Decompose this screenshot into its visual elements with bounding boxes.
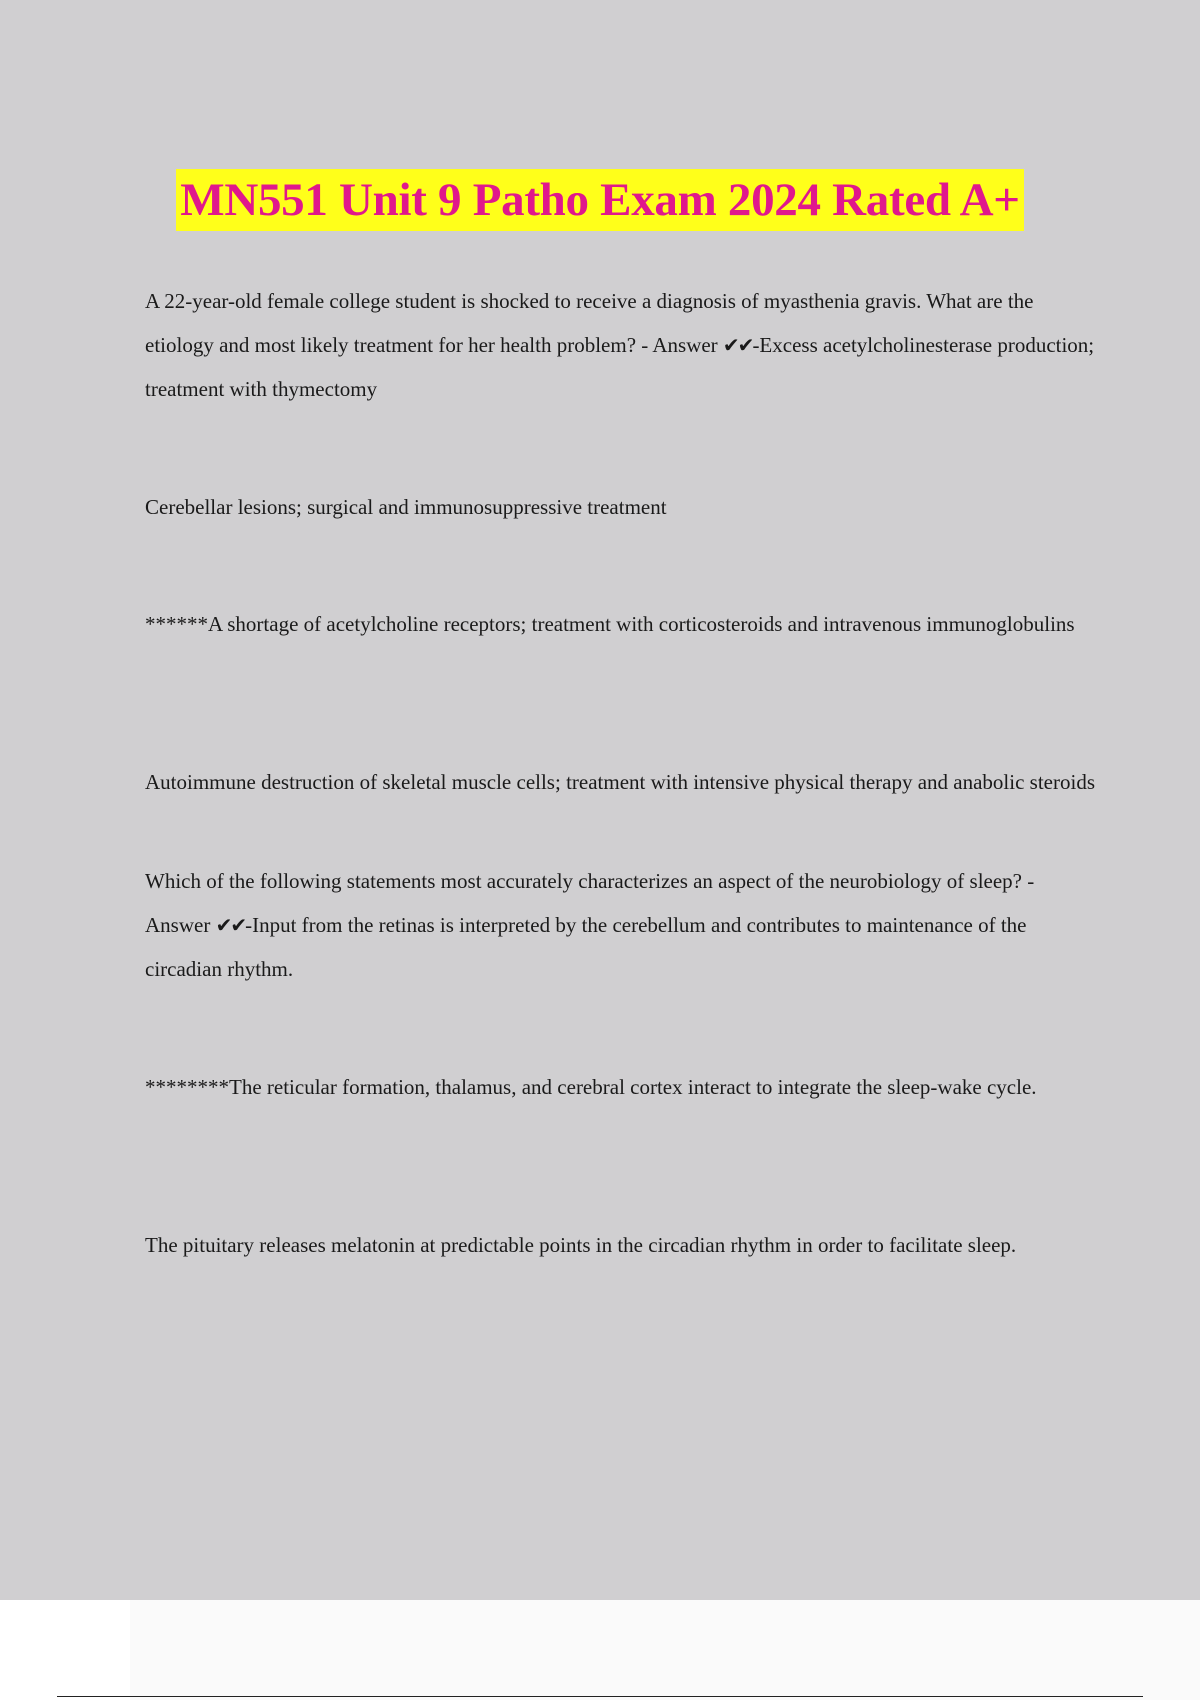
checkmark-icon: ✔✔ [215,913,246,937]
title-wrapper [0,169,1200,231]
question-1 [145,279,1095,411]
question-2-prompt: Which of the following statements most accurately characterizes an aspect of the neurobiology of sleep? - Answer [145,869,1035,937]
question-2-answer: -Input from the retinas is interpreted by the cerebellum and contributes to maintenance of the circadian rhythm. [145,913,1027,981]
question-1-option-3: Autoimmune destruction of skeletal muscle cells; treatment with intensive physical therapy and anabolic steroids [145,770,1095,794]
footer-shade [130,1600,1200,1700]
document-title: MN551 Unit 9 Patho Exam 2024 Rated A+ [176,169,1023,231]
question-2 [145,859,1095,991]
question-2-option-1: ********The reticular formation, thalamus, and cerebral cortex interact to integrate the sleep-wake cycle. [145,1075,1037,1099]
question-1-answer: -Excess acetylcholinesterase production; treatment with thymectomy [145,333,1095,401]
checkmark-icon: ✔✔ [722,333,753,357]
question-1-option-1: Cerebellar lesions; surgical and immunosuppressive treatment [145,495,667,519]
question-1-prompt: A 22-year-old female college student is shocked to receive a diagnosis of myasthenia gravis. What are the etiology and most likely treatment for her health problem? - Answer [145,289,1034,357]
question-2-option-2: The pituitary releases melatonin at predictable points in the circadian rhythm in order to facilitate sleep. [145,1233,1017,1257]
page-footer [0,1600,1200,1700]
footer-divider [57,1696,1143,1697]
question-1-option-2: ******A shortage of acetylcholine receptors; treatment with corticosteroids and intravenous immunoglobulins [145,612,1075,636]
